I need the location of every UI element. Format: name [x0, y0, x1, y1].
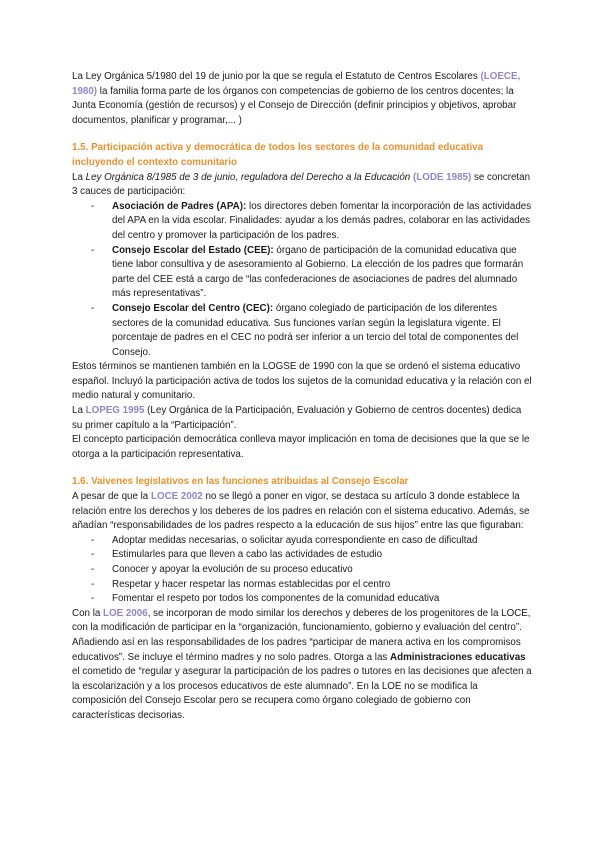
lode-law-title: Ley Orgánica 8/1985 de 3 de junio, reguladora del Derecho a la Educación	[85, 171, 411, 183]
apa-text: los directores deben fomentar la incorporación de las actividades del APA en la vida escolar. Finalidades: ayudar a los demás padres, colaborar en las actividades del centro y promover la participación de los padres.	[112, 200, 532, 241]
list-item: - Adoptar medidas necesarias, o solicitar ayuda correspondiente en caso de dificultad	[72, 534, 534, 549]
loe-pre-text: Con la	[72, 607, 104, 619]
lode-pre-text: La	[72, 171, 86, 183]
intro-paragraph	[72, 70, 534, 128]
administraciones-term: Administraciones educativas	[390, 651, 526, 663]
document-page	[72, 70, 534, 724]
cee-text: órgano de participación de la comunidad educativa que tiene labor consultiva y de asesoramiento al Gobierno. La elección de los padres que formarán parte del CEE está a cargo de “las confederaciones de asociaciones de padres del alumnado más representativas”.	[112, 244, 524, 300]
concept-paragraph: El concepto participación democrática conlleva mayor implicación en toma de decisiones que la que se le otorga a la participación representativa.	[72, 434, 530, 460]
parent-responsibilities-list	[72, 534, 534, 607]
section-1-6-heading: 1.6. Vaivenes legislativos en las funciones atribuidas al Consejo Escolar	[72, 476, 409, 488]
list-item	[72, 200, 534, 244]
list-item: - Fomentar el respeto por todos los componentes de la comunidad educativa	[72, 592, 534, 607]
loe-mid-text: , se incorporan de modo similar los derechos y deberes de los progenitores de la LOCE, con la modificación de participar en la “organización, funcionamiento, gobierno y evaluación del centro”. Añadiendo así en las responsabilidades de los padres “participar de manera activa en los compromisos educativos”. Se incluye el término madres y no solo padres. Otorga a las	[72, 607, 531, 663]
loce-paragraph	[72, 490, 534, 534]
loce-reference: LOCE 2002	[150, 491, 203, 503]
list-item: - Respetar y hacer respetar las normas establecidas por el centro	[72, 578, 534, 593]
lopeg-pre-text: La	[72, 405, 86, 417]
list-item: - Conocer y apoyar la evolución de su proceso educativo	[72, 563, 534, 578]
loe-reference: LOE 2006	[103, 607, 148, 619]
cec-text: órgano colegiado de participación de los diferentes sectores de la comunidad educativa. Sus funciones varían según la legislatura vigente. El porcentaje de padres en el CEC no podrá ser inferior a un tercio del total de componentes del Consejo.	[112, 302, 519, 358]
cec-term: Consejo Escolar del Centro (CEC):	[112, 302, 274, 314]
lopeg-post-text: (Ley Orgánica de la Participación, Evaluación y Gobierno de centros docentes) dedica su primer capítulo a la “Participación”.	[72, 405, 522, 431]
lode-reference: (LODE 1985)	[412, 171, 472, 183]
apa-term: Asociación de Padres (APA):	[112, 200, 247, 212]
logse-paragraph: Estos términos se mantienen también en la LOGSE de 1990 con la que se ordenó el sistema educativo español. Incluyó la participación activa de todos los sujetos de la comunidad educativa y la relación con el medio natural y comunitario.	[72, 361, 532, 402]
loe-post-text: el cometido de “regular y asegurar la participación de los padres o tutores en las decisiones que afecten a la escolarización y a los procesos educativos de este alumnado”. En la LOE no se modifica la composición del Consejo Escolar pero se recupera como órgano colegiado de gobierno con características decisorias.	[72, 666, 532, 721]
intro-text-1: La Ley Orgánica 5/1980 del 19 de junio por la que se regula el Estatuto de Centros Escolares	[72, 71, 481, 82]
lode-paragraph	[72, 171, 534, 200]
participation-channels-list	[72, 200, 534, 361]
loce-pre-text: A pesar de que la	[72, 491, 151, 503]
list-item	[72, 244, 534, 302]
loce-post-text: no se llegó a poner en vigor, se destaca su artículo 3 donde establece la relación entre los derechos y los deberes de los padres en relación con el sistema educativo. Además, se añadían “responsabilidades de los padres respecto a la educación de sus hijos” entre las que figuraban:	[72, 491, 530, 532]
lopeg-paragraph	[72, 404, 534, 433]
lopeg-reference: LOPEG 1995	[85, 405, 145, 417]
list-item	[72, 302, 534, 360]
lode-post-text: se concretan 3 cauces de participación:	[72, 171, 531, 198]
cee-term: Consejo Escolar del Estado (CEE):	[112, 244, 274, 256]
loece-reference: (LOECE, 1980)	[72, 71, 521, 97]
list-item: - Estimularles para que lleven a cabo las actividades de estudio	[72, 548, 534, 563]
section-1-5-heading: 1.5. Participación activa y democrática de todos los sectores de la comunidad educativa incluyendo el contexto comunitario	[72, 142, 484, 168]
loe-paragraph	[72, 607, 534, 724]
intro-text-2: la familia forma parte de los órganos con competencias de gobierno de los centros docentes; la Junta Economía (gestión de recursos) y el Consejo de Dirección (definir principios y objetivos, aprobar documentos, planificar y programar,... )	[72, 85, 517, 126]
